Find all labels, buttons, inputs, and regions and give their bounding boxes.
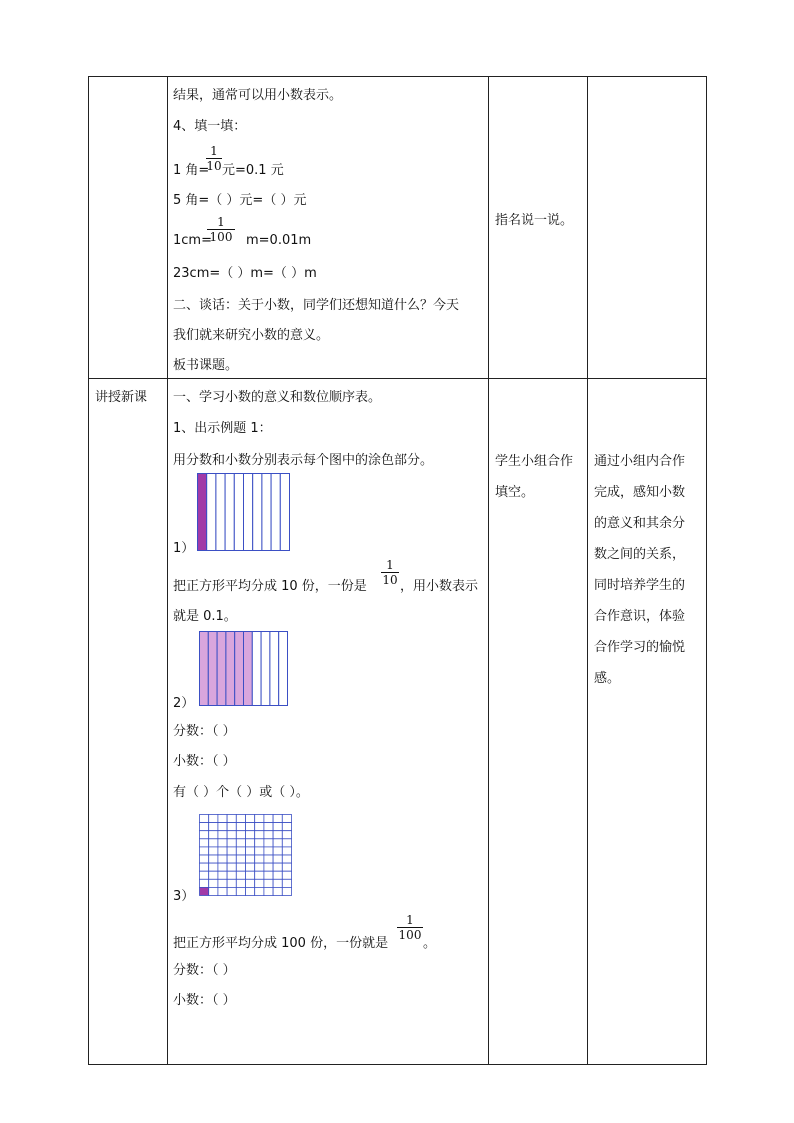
figure-3-label: 3） [173,889,195,904]
empty-column [279,632,288,706]
desc3-part-a: 把正方形平均分成 100 份，一份就是 [173,936,389,951]
grid-cell [236,863,245,871]
table-row-divider [88,378,707,379]
desc1-frac-den: 10 [382,573,398,587]
grid-cell [273,887,282,895]
desc1-part-c: 就是 0.1。 [173,609,237,624]
grid-cell [209,879,218,887]
grid-cell [227,847,236,855]
board-title: 板书课题。 [173,358,239,373]
table-col-divider-2 [488,76,489,1065]
grid-cell [264,879,273,887]
cm-fraction [207,215,235,244]
empty-column [270,632,279,706]
grid-cell [200,839,209,847]
grid-cell [227,871,236,879]
shaded-column [226,632,235,706]
grid-cell [273,863,282,871]
jiao-frac-num: 1 [210,144,218,158]
desc3-frac-den: 100 [398,928,422,942]
table-border-left [88,76,89,1065]
grid-cell [273,871,282,879]
grid-cell [236,839,245,847]
grid-cell [236,831,245,839]
jiao-prefix: 1 角= [173,163,210,178]
jiao-fraction [206,144,222,173]
grid-cell [227,831,236,839]
desc1-fraction [381,558,399,587]
continued-text: 结果，通常可以用小数表示。 [173,88,343,103]
grid-cell [246,887,255,895]
instruction: 用分数和小数分别表示每个图中的涂色部分。 [173,453,434,468]
grid-cell [200,847,209,855]
grid-cell [236,887,245,895]
purpose-line-4: 数之间的关系， [594,547,686,562]
empty-column [262,474,271,551]
jiao-suffix: 元=0.1 元 [222,163,284,178]
shaded-column [244,632,253,706]
grid-cell [209,823,218,831]
grid-cell [218,863,227,871]
purpose-line-7: 合作学习的愉悦 [594,640,686,655]
grid-cell [209,871,218,879]
shaded-column [217,632,226,706]
grid-cell [218,879,227,887]
figure-2-strip [199,631,288,706]
grid-cell [255,839,264,847]
table-border-right [706,76,707,1065]
section-title: 一、学习小数的意义和数位顺序表。 [173,390,382,405]
grid-cell [246,871,255,879]
example-title: 1、出示例题 1： [173,421,272,436]
grid-cell [200,815,209,823]
grid-cell [246,863,255,871]
grid-cell [255,855,264,863]
grid-cell [264,831,273,839]
figure-2-label: 2） [173,696,195,711]
cm-prefix: 1cm= [173,233,212,248]
purpose-line-1: 通过小组内合作 [594,454,686,469]
desc1-frac-num: 1 [386,558,394,572]
grid-cell [282,847,291,855]
grid-cell [264,823,273,831]
grid-cell [246,847,255,855]
grid-cell [209,855,218,863]
desc1-part-a: 把正方形平均分成 10 份，一份是 [173,579,367,594]
grid-cell [255,831,264,839]
table-border-bottom [88,1064,707,1065]
grid-cell [273,879,282,887]
grid-cell [246,823,255,831]
purpose-line-6: 合作意识，体验 [594,609,686,624]
grid-cell [227,815,236,823]
grid-cell [282,839,291,847]
grid-cell [227,879,236,887]
grid-cell [246,815,255,823]
grid-cell [264,855,273,863]
fraction-label-2: 分数：（ ） [173,963,236,978]
grid-cell [255,887,264,895]
figure-1-label: 1） [173,541,195,556]
purpose-line-8: 感。 [594,671,621,686]
talk-line-2: 我们就来研究小数的意义。 [173,328,330,343]
grid-cell [200,831,209,839]
student-activity-2-line-2: 填空。 [495,485,535,500]
grid-cell [236,823,245,831]
student-activity-2-line-1: 学生小组合作 [495,454,574,469]
grid-cell [218,847,227,855]
shaded-column [235,632,244,706]
grid-cell [255,879,264,887]
grid-cell [282,863,291,871]
empty-column [280,474,289,551]
table-col-divider-3 [587,76,588,1065]
grid-cell [209,831,218,839]
desc3-frac-num: 1 [406,913,414,927]
grid-cell [218,871,227,879]
decimal-label: 小数：（ ） [173,754,236,769]
grid-cell [236,847,245,855]
grid-cell [209,839,218,847]
grid-cell [273,823,282,831]
grid-cell [200,879,209,887]
desc3-part-b: 。 [423,936,437,951]
empty-column [253,474,262,551]
grid-cell [264,839,273,847]
grid-cell [227,863,236,871]
grid-cell [282,823,291,831]
grid-cell [209,847,218,855]
grid-cell [282,831,291,839]
cm-frac-num: 1 [217,215,225,229]
grid-cell [282,855,291,863]
grid-cell [200,855,209,863]
grid-cell [255,823,264,831]
grid-cell [218,887,227,895]
grid-cell [218,839,227,847]
grid-cell [218,855,227,863]
grid-cell [218,831,227,839]
empty-column [271,474,280,551]
empty-column [244,474,253,551]
stage-label: 讲授新课 [95,390,148,405]
grid-cell [227,855,236,863]
grid-cell [246,855,255,863]
decimal-label-2: 小数：（ ） [173,993,236,1008]
grid-cell [236,879,245,887]
grid-cell [264,863,273,871]
grid-cell [246,839,255,847]
grid-cell [273,831,282,839]
fill-title: 4、填一填： [173,119,247,134]
grid-cell [282,815,291,823]
grid-cell [209,887,218,895]
grid-cell [264,887,273,895]
grid-cell [282,879,291,887]
grid-cell [246,831,255,839]
empty-column [234,474,243,551]
grid-cell [282,887,291,895]
figure-1-strip [197,473,290,551]
cm23-line: 23cm=（ ）m=（ ）m [173,266,317,281]
grid-cell [218,815,227,823]
grid-cell [264,815,273,823]
empty-column [207,474,216,551]
grid-cell [273,839,282,847]
purpose-line-2: 完成，感知小数 [594,485,686,500]
grid-cell [255,871,264,879]
grid-cell [282,871,291,879]
grid-cell [200,871,209,879]
shaded-cell [200,887,209,895]
grid-cell [200,863,209,871]
grid-cell [255,847,264,855]
student-activity-1: 指名说一说。 [495,213,574,228]
grid-cell [236,815,245,823]
grid-cell [227,839,236,847]
empty-column [252,632,261,706]
grid-cell [273,815,282,823]
grid-cell [264,871,273,879]
shaded-column [200,632,209,706]
desc1-part-b: ，用小数表示 [400,579,479,594]
grid-cell [227,823,236,831]
talk-line-1: 二、谈话：关于小数，同学们还想知道什么？今天 [173,298,460,313]
have-line: 有（ ）个（ ）或（ ）。 [173,785,309,800]
cm-frac-den: 100 [207,229,235,244]
purpose-line-5: 同时培养学生的 [594,578,686,593]
cm-suffix: m=0.01m [246,233,312,248]
grid-cell [209,863,218,871]
table-border-top [88,76,707,77]
grid-cell [227,887,236,895]
grid-cell [273,855,282,863]
empty-column [225,474,234,551]
five-jiao-line: 5 角=（ ）元=（ ）元 [173,193,307,208]
grid-cell [236,871,245,879]
empty-column [261,632,270,706]
jiao-frac-den: 10 [206,159,222,173]
grid-cell [255,815,264,823]
grid-cell [273,847,282,855]
grid-cell [236,855,245,863]
grid-cell [255,863,264,871]
empty-column [216,474,225,551]
grid-cell [209,815,218,823]
table-col-divider-1 [167,76,168,1065]
fraction-label: 分数：（ ） [173,724,236,739]
shaded-column [198,474,207,551]
shaded-column [208,632,217,706]
grid-cell [218,823,227,831]
grid-cell [246,879,255,887]
grid-cell [264,847,273,855]
grid-cell [200,823,209,831]
figure-3-grid [199,814,292,896]
desc3-fraction [397,913,423,942]
purpose-line-3: 的意义和其余分 [594,516,686,531]
